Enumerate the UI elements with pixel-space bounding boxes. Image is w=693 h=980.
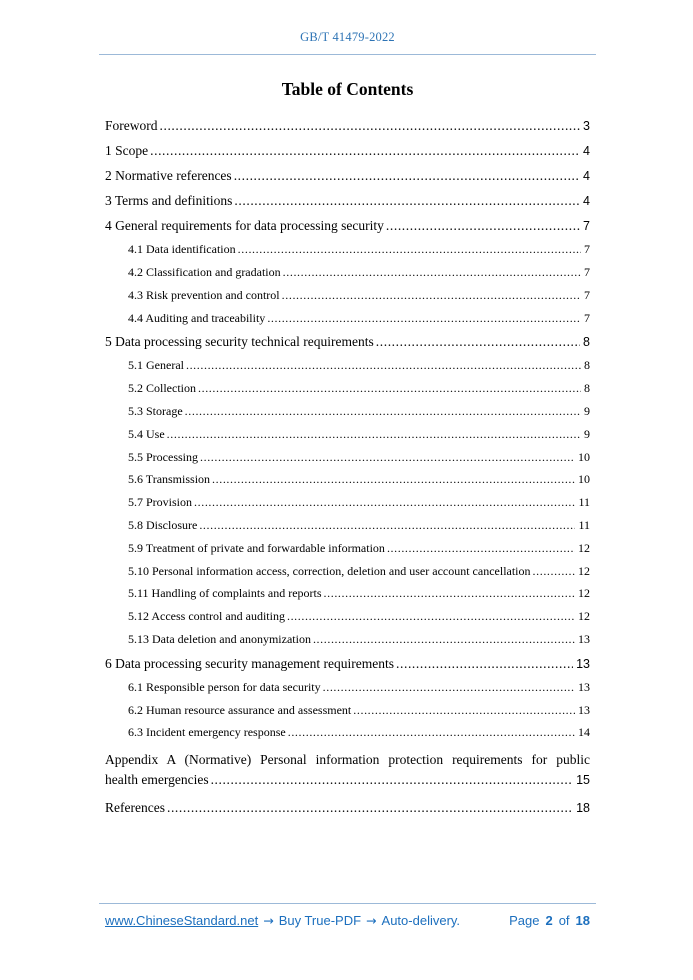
toc-page-number: 12: [578, 563, 590, 578]
toc-entry: [105, 750, 590, 790]
toc-entry-label: 5.7 Provision: [128, 495, 193, 510]
footer-tagline: [105, 913, 460, 928]
toc-entry: [128, 542, 590, 554]
toc-entry-label: 5.8 Disclosure: [128, 518, 198, 533]
toc-entry-label: 5.13 Data deletion and anonymization: [128, 632, 311, 647]
toc-entry-label: 4.2 Classification and gradation: [128, 265, 281, 280]
toc-entry-label: 5 Data processing security technical requirements: [105, 334, 374, 350]
toc-page-number: 14: [578, 725, 590, 740]
toc-page-number: 10: [578, 449, 590, 464]
toc-entry-label: 5.2 Collection: [128, 381, 196, 396]
dot-leader: [200, 451, 575, 463]
dot-leader: [386, 219, 580, 233]
toc-entry: [128, 405, 590, 417]
toc-entry: [128, 312, 590, 324]
toc-entry-label: Appendix A (Normative) Personal information protection requirements for public: [105, 751, 590, 767]
toc-page-number: 8: [584, 381, 590, 396]
toc-entry-label: 4 General requirements for data processing security: [105, 218, 384, 233]
toc-entry: [105, 219, 590, 233]
toc-page-number: 4: [583, 169, 590, 183]
toc-entry: [128, 610, 590, 622]
toc-entry-label: 5.9 Treatment of private and forwardable information: [128, 540, 385, 555]
dot-leader: [288, 726, 575, 738]
dot-leader: [160, 119, 581, 133]
toc-entry: [105, 335, 590, 349]
toc-entry: [128, 451, 590, 463]
toc-page-number: 18: [576, 801, 590, 816]
page-indicator: [509, 913, 590, 928]
dot-leader: [282, 289, 581, 301]
dot-leader: [167, 801, 573, 815]
toc-page-number: 15: [576, 772, 590, 787]
dot-leader: [234, 194, 580, 208]
toc-page-number: 12: [578, 609, 590, 624]
toc-entry: [128, 726, 590, 738]
toc-entry-label: 5.11 Handling of complaints and reports: [128, 586, 322, 601]
dot-leader: [198, 382, 581, 394]
arrow-icon: →: [263, 913, 274, 928]
toc-entry-label: Foreword: [105, 118, 158, 133]
toc-entry: [128, 565, 590, 577]
toc-entry-continuation: [105, 770, 590, 790]
toc-page-number: 8: [583, 335, 590, 350]
header-rule: [99, 54, 596, 55]
dot-leader: [267, 312, 581, 324]
toc-page-number: 9: [584, 404, 590, 419]
toc-entry: [128, 681, 590, 693]
page-current: 2: [545, 913, 553, 928]
toc-page-number: 4: [583, 144, 590, 158]
toc-entry: [128, 359, 590, 371]
dot-leader: [194, 496, 575, 508]
buy-pdf-text: Buy True-PDF: [278, 913, 362, 928]
toc-entry: [128, 289, 590, 301]
toc-entry: [105, 144, 590, 158]
page-footer: [105, 903, 590, 928]
toc-page-number: 10: [578, 472, 590, 487]
delivery-text: Auto-delivery.: [381, 913, 461, 928]
toc-entry-label: 5.12 Access control and auditing: [128, 609, 285, 624]
toc-entry: [105, 194, 590, 208]
toc-entry-label: 4.4 Auditing and traceability: [128, 310, 266, 325]
page-total: 18: [575, 913, 590, 928]
toc-page-number: 13: [578, 702, 590, 717]
dot-leader: [324, 587, 575, 599]
dot-leader: [238, 243, 581, 255]
toc-entry-label: 1 Scope: [105, 143, 149, 158]
dot-leader: [353, 704, 575, 716]
toc-entry-label: 6 Data processing security management requirements: [105, 655, 395, 671]
toc-entry: [105, 119, 590, 133]
toc-page-number: 7: [584, 265, 590, 280]
toc-entry: [105, 801, 590, 815]
dot-leader: [212, 473, 575, 485]
toc-page-number: 12: [578, 540, 590, 555]
page-label: Page: [509, 913, 540, 928]
standard-code: GB/T 41479-2022: [300, 30, 395, 44]
toc-entry: [128, 587, 590, 599]
toc-entry: [128, 496, 590, 508]
dot-leader: [234, 169, 580, 183]
table-of-contents: [105, 119, 590, 815]
page-header: [105, 30, 590, 55]
toc-entry-label: References: [105, 800, 165, 816]
dot-leader: [323, 681, 575, 693]
dot-leader: [150, 144, 580, 158]
dot-leader: [287, 610, 575, 622]
toc-entry-label-line2: health emergencies: [105, 771, 209, 787]
dot-leader: [167, 428, 581, 440]
toc-entry: [128, 266, 590, 278]
toc-page-number: 8: [584, 358, 590, 373]
arrow-icon: →: [366, 913, 377, 928]
toc-page-number: 7: [584, 287, 590, 302]
toc-entry-label: 5.6 Transmission: [128, 472, 211, 487]
page-title: Table of Contents: [281, 79, 414, 99]
dot-leader: [211, 770, 574, 790]
toc-page-number: 13: [578, 679, 590, 694]
toc-entry: [128, 428, 590, 440]
toc-page-number: 11: [578, 518, 590, 533]
toc-page-number: 3: [583, 119, 590, 133]
toc-entry-label: 3 Terms and definitions: [105, 193, 233, 208]
dot-leader: [185, 405, 581, 417]
dot-leader: [283, 266, 581, 278]
toc-page-number: 7: [583, 219, 590, 233]
toc-entry-label: 2 Normative references: [105, 168, 232, 183]
toc-page-number: 13: [578, 632, 590, 647]
toc-entry-label: 5.10 Personal information access, correction, deletion and user account cancellation: [128, 563, 531, 578]
toc-entry: [105, 169, 590, 183]
dot-leader: [186, 359, 581, 371]
toc-page-number: 7: [584, 242, 590, 257]
toc-entry: [128, 473, 590, 485]
dot-leader: [533, 565, 575, 577]
toc-entry-label: 4.1 Data identification: [128, 242, 236, 257]
toc-entry-label: 5.5 Processing: [128, 449, 198, 464]
toc-entry: [128, 243, 590, 255]
toc-entry-label: 5.1 General: [128, 358, 184, 373]
dot-leader: [396, 657, 573, 671]
toc-entry: [128, 382, 590, 394]
toc-page-number: 13: [576, 656, 590, 671]
toc-entry: [128, 633, 590, 645]
toc-page-number: 11: [578, 495, 590, 510]
footer-row: [105, 913, 590, 928]
toc-entry-label: 5.4 Use: [128, 426, 165, 441]
toc-page-number: 7: [584, 310, 590, 325]
toc-entry-label: 4.3 Risk prevention and control: [128, 287, 280, 302]
page-of-label: of: [558, 913, 570, 928]
toc-entry-label: 6.3 Incident emergency response: [128, 725, 286, 740]
toc-entry-label: 6.2 Human resource assurance and assessment: [128, 702, 352, 717]
toc-page-number: 4: [583, 194, 590, 208]
toc-entry: [105, 657, 590, 671]
website-link[interactable]: www.ChineseStandard.net: [105, 913, 259, 928]
dot-leader: [313, 633, 575, 645]
toc-entry-label: 5.3 Storage: [128, 404, 183, 419]
dot-leader: [199, 519, 575, 531]
toc-entry: [128, 704, 590, 716]
footer-rule: [99, 903, 596, 904]
toc-entry-label: 6.1 Responsible person for data security: [128, 679, 321, 694]
toc-entry: [128, 519, 590, 531]
dot-leader: [376, 335, 580, 349]
toc-page-number: 12: [578, 586, 590, 601]
toc-page-number: 9: [584, 426, 590, 441]
dot-leader: [387, 542, 575, 554]
